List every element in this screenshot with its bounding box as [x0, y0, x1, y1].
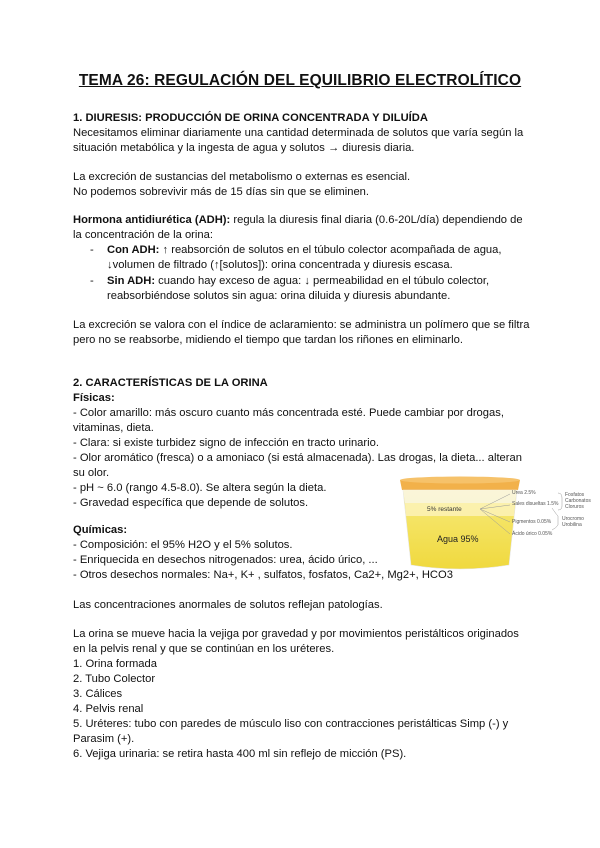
fisicas-item: vitaminas, dieta.	[73, 422, 154, 434]
bullet-con-adh	[107, 243, 501, 259]
cup-top-area	[403, 490, 517, 503]
fisicas-item: su olor.	[73, 467, 110, 479]
fig-label-uric-acid: Ácido úrico 0.05%	[512, 531, 553, 537]
fisicas-item: - Olor aromático (fresca) o a amoniaco (si está almacenada). Las drogas, la dieta... alteran	[73, 452, 522, 464]
fisicas-item: - pH ~ 6.0 (rango 4.5-8.0). Se altera según la dieta.	[73, 482, 327, 494]
fig-label-carbonates: Carbonatos	[565, 498, 591, 504]
fig-label-phosphates: Fosfatos	[565, 492, 585, 498]
page-title: TEMA 26: REGULACIÓN DEL EQUILIBRIO ELECTROLÍTICO	[78, 72, 522, 89]
bullet-label: Sin ADH:	[107, 275, 156, 287]
quimicas-item: - Enriquecida en desechos nitrogenados: urea, ácido úrico, ...	[73, 554, 378, 566]
bullet-sin-adh	[107, 274, 489, 290]
urine-cup-illustration	[390, 470, 590, 580]
bullet-text: cuando hay exceso de agua: ↓ permeabilidad en el túbulo colector,	[155, 275, 490, 287]
fig-label-salts: Sales disueltas 1.5%	[512, 501, 559, 507]
bullet-label: Con ADH:	[107, 244, 160, 256]
paragraph-line: situación metabólica y la ingesta de agua y solutos → diuresis diaria.	[73, 142, 415, 154]
list-item: 4. Pelvis renal	[73, 703, 144, 715]
section-2-heading: 2. CARACTERÍSTICAS DE LA ORINA	[73, 377, 268, 389]
section-1-heading: 1. DIURESIS: PRODUCCIÓN DE ORINA CONCENTRADA Y DILUÍDA	[73, 112, 428, 124]
paragraph-line: La excreción se valora con el índice de aclaramiento: se administra un polímero que se filtra	[73, 319, 530, 331]
quimicas-item: - Composición: el 95% H2O y el 5% solutos.	[73, 539, 293, 551]
fig-label-urochrome: Urocromo	[562, 516, 584, 522]
paragraph-line: en la pelvis renal y que se continúan en los uréteres.	[73, 643, 335, 655]
fisicas-item: - Gravedad específica que depende de solutos.	[73, 497, 309, 509]
water-label: Agua 95%	[437, 534, 479, 544]
rest-label: 5% restante	[427, 506, 462, 513]
fisicas-item: - Clara: si existe turbidez signo de infección en tracto urinario.	[73, 437, 379, 449]
adh-label: Hormona antidiurética (ADH):	[73, 214, 231, 226]
bullet-dash: -	[90, 244, 94, 256]
paragraph-line: la concentración de la orina:	[73, 229, 213, 241]
adh-text: regula la diuresis final diaria (0.6-20L/día) dependiendo de	[230, 214, 523, 226]
paragraph-line: La excreción de sustancias del metabolismo o externas es esencial.	[73, 171, 411, 183]
list-item: 3. Cálices	[73, 688, 123, 700]
list-item: 1. Orina formada	[73, 658, 157, 670]
bullet-line: ↓volumen de filtrado (↑[solutos]): orina concentrada y diuresis escasa.	[107, 259, 453, 271]
list-item: Parasim (+).	[73, 733, 135, 745]
paragraph-line: No podemos sobrevivir más de 15 días sin que se eliminen.	[73, 186, 369, 198]
fig-label-urea: Urea 2.5%	[512, 490, 536, 496]
quimicas-item: - Otros desechos normales: Na+, K+ , sulfatos, fosfatos, Ca2+, Mg2+, HCO3	[73, 569, 453, 581]
paragraph-line: pero no se reabsorbe, midiendo el tiempo que tardan los riñones en eliminarlo.	[73, 334, 463, 346]
list-item: 5. Uréteres: tubo con paredes de músculo liso con contracciones peristálticas Simp (-) y	[73, 718, 509, 730]
fig-label-pigments: Pigmentos 0.05%	[512, 519, 552, 525]
list-item: 6. Vejiga urinaria: se retira hasta 400 ml sin reflejo de micción (PS).	[73, 748, 407, 760]
paragraph-line: Las concentraciones anormales de solutos reflejan patologías.	[73, 599, 383, 611]
paragraph-line: Necesitamos eliminar diariamente una cantidad determinada de solutos que varía según la	[73, 127, 524, 139]
fig-label-urobilin: Urobilina	[562, 522, 582, 528]
fisicas-item: - Color amarillo: más oscuro cuanto más concentrada esté. Puede cambiar por drogas,	[73, 407, 504, 419]
bullet-line: reabsorbiéndose solutos sin agua: orina diluida y diuresis abundante.	[107, 290, 451, 302]
bullet-dash: -	[90, 275, 94, 287]
fisicas-heading: Físicas:	[73, 392, 115, 404]
bullet-text: ↑ reabsorción de solutos en el túbulo colector acompañada de agua,	[159, 244, 502, 256]
urine-composition-figure	[390, 470, 590, 580]
adh-paragraph-line	[73, 213, 528, 229]
list-item: 2. Tubo Colector	[73, 673, 156, 685]
cup-rim-top	[400, 477, 520, 484]
fig-label-chlorides: Cloruros	[565, 504, 584, 510]
paragraph-line: La orina se mueve hacia la vejiga por gravedad y por movimientos peristálticos originados	[73, 628, 519, 640]
quimicas-heading: Químicas:	[73, 524, 128, 536]
